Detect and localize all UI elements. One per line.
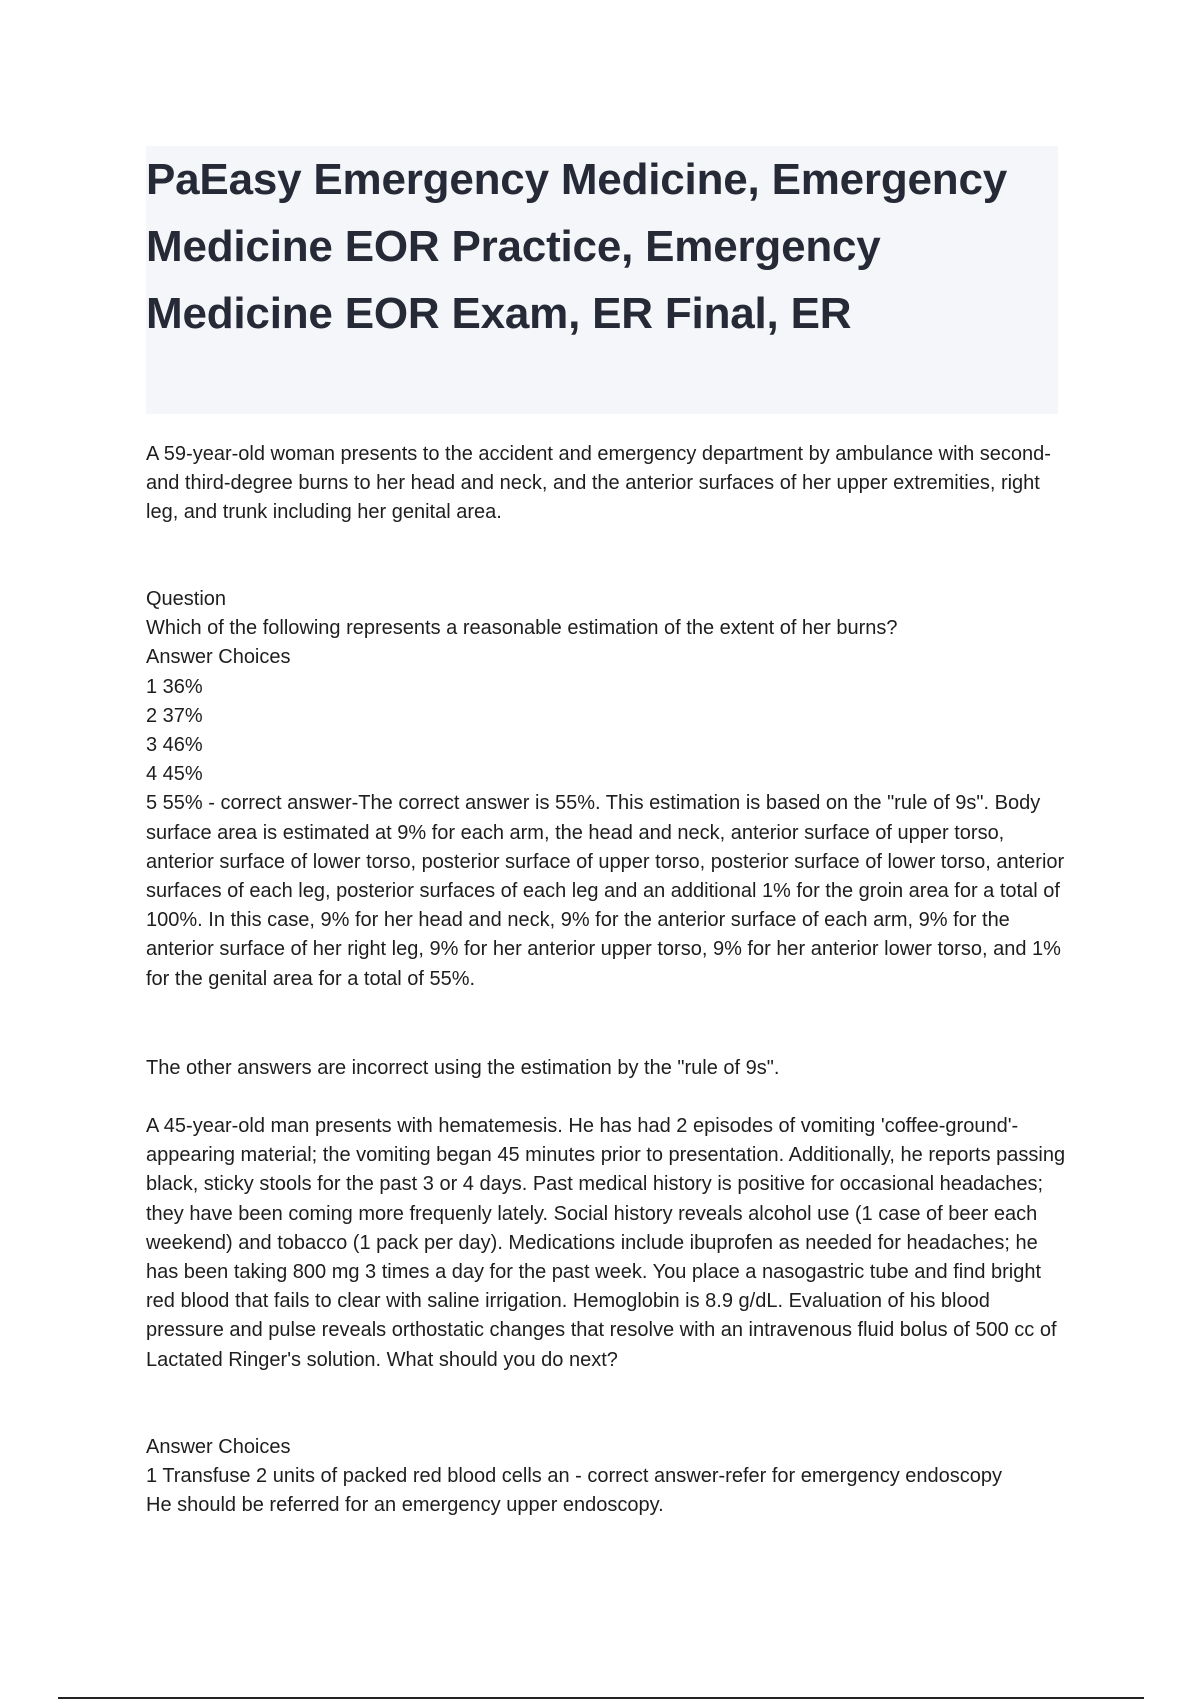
footer-divider xyxy=(58,1697,1144,1699)
choice-1: 1 36% xyxy=(146,675,203,698)
answer-choices-label: Answer Choices xyxy=(146,646,291,669)
case1-question-block xyxy=(146,585,1070,994)
case2-answer-block xyxy=(146,1433,1066,1521)
case2-answer-choices-label: Answer Choices xyxy=(146,1436,291,1458)
question-label: Question xyxy=(146,588,227,610)
case1-stem-block xyxy=(146,440,1066,528)
other-answers-note: The other answers are incorrect using the estimation by the "rule of 9s". xyxy=(146,1057,780,1079)
other-answers-block xyxy=(146,1054,1066,1083)
choice-4: 4 45% xyxy=(146,763,203,786)
choice-2: 2 37% xyxy=(146,704,203,727)
case1-stem: A 59-year-old woman presents to the accident and emergency department by ambulance with second- and third-degree burns to her head and neck, and the anterior surfaces of her upper extremities, right leg, and trunk including her genital area. xyxy=(146,443,1057,524)
title-block xyxy=(146,146,1058,414)
case2-stem: A 45-year-old man presents with hematemesis. He has had 2 episodes of vomiting 'coffee-ground'-appearing material; the vomiting began 45 minutes prior to presentation. Additionally, he reports passing black, sticky stools for the past 3 or 4 days. Past medical history is positive for occasional headaches; they have been coming more frequenly lately. Social history reveals alcohol use (1 case of beer each weekend) and tobacco (1 pack per day). Medications include ibuprofen as needed for headaches; he has been taking 800 mg 3 times a day for the past week. You place a nasogastric tube and find bright red blood that fails to clear with saline irrigation. Hemoglobin is 8.9 g/dL. Evaluation of his blood pressure and pulse reveals orthostatic changes that resolve with an intravenous fluid bolus of 500 cc of Lactated Ringer's solution. What should you do next? xyxy=(146,1115,1071,1371)
choice-3: 3 46% xyxy=(146,734,203,757)
correct-answer-explanation: 5 55% - correct answer-The correct answer is 55%. This estimation is based on the "rule of 9s". Body surface area is estimated at 9% for each arm, the head and neck, anterior surface of upper torso, anterior surface of lower torso, posterior surface of upper torso, posterior surface of lower torso, anterior surfaces of each leg, posterior surfaces of each leg and an additional 1% for the groin area for a total of 100%. In this case, 9% for her head and neck, 9% for the anterior surface of each arm, 9% for the anterior surface of her right leg, 9% for her anterior upper torso, 9% for her anterior lower torso, and 1% for the genital area for a total of 55%. xyxy=(146,792,1070,990)
case2-stem-block xyxy=(146,1112,1071,1375)
question-text: Which of the following represents a reasonable estimation of the extent of her burns? xyxy=(146,617,898,640)
case2-correct-answer: 1 Transfuse 2 units of packed red blood cells an - correct answer-refer for emergency endoscopy xyxy=(146,1465,1002,1488)
document-title: PaEasy Emergency Medicine, Emergency Medicine EOR Practice, Emergency Medicine EOR Exam, ER Final, ER xyxy=(146,155,1008,338)
case2-explanation: He should be referred for an emergency upper endoscopy. xyxy=(146,1494,664,1517)
